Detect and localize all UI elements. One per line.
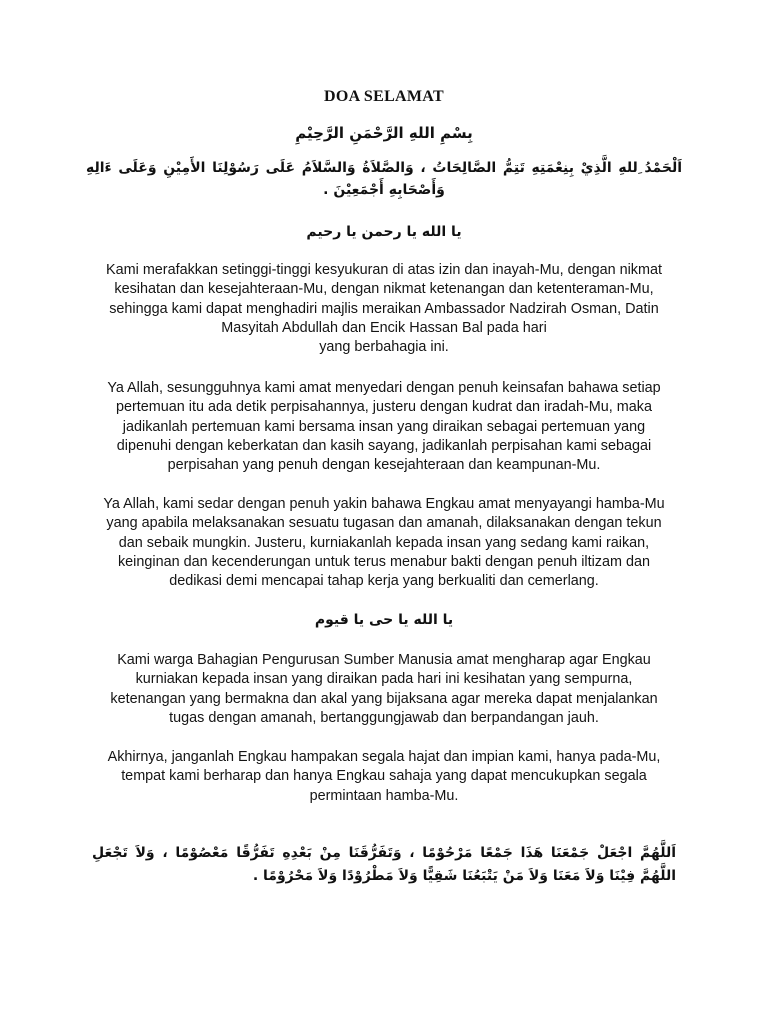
paragraph-1-line: Masyitah Abdullah dan Encik Hassan Bal pada hari	[221, 319, 547, 336]
document-title: DOA SELAMAT	[324, 88, 444, 105]
paragraph-4-line: kurniakan kepada insan yang diraikan pada hari ini kesihatan yang sempurna,	[135, 671, 633, 688]
paragraph-5-line: tempat kami berharap dan hanya Engkau sahaja yang dapat mencukupkan segala	[121, 768, 647, 785]
paragraph-4	[88, 651, 680, 728]
closing-prayer: اَللَّهُمَّ اجْعَلْ جَمْعَنَا هَذَا جَمْعًا مَرْحُوْمًا ، وَتَفَرُّقَنَا مِنْ بَعْدِهِ تَفَرُّقًا مَعْصُوْمًا ، وَلاَ تَجْعَلِ اللَّهُمَّ فِيْنَا وَلاَ مَعَنَا وَلاَ مَنْ يَتْبَعُنَا شَقِيًّا وَلاَ مَطْرُوْدًا وَلاَ مَحْرُوْمًا .	[92, 845, 676, 884]
paragraph-3-line: dedikasi demi mencapai tahap kerja yang berkualiti dan cemerlang.	[169, 573, 599, 590]
paragraph-3-line: keinginan dan kecenderungan untuk terus menabur bakti dengan penuh iltizam dan	[117, 553, 651, 570]
paragraph-1	[88, 261, 680, 357]
basmalah: بِسْمِ اللهِ الرَّحْمَنِ الرَّحِيْمِ	[295, 124, 473, 142]
paragraph-2-line: jadikanlah pertemuan kami bersama insan yang diraikan sebagai pertemuan yang	[122, 418, 646, 435]
paragraph-4-line: ketenangan yang bermakna dan akal yang bijaksana agar mereka dapat menjalankan	[110, 690, 658, 707]
paragraph-3	[88, 495, 680, 591]
paragraph-2	[88, 379, 680, 475]
paragraph-1-line: sehingga kami dapat menghadiri majlis meraikan Ambassador Nadzirah Osman, Datin	[109, 300, 659, 317]
paragraph-1-line: yang berbahagia ini.	[319, 339, 449, 356]
paragraph-3-line: Ya Allah, kami sedar dengan penuh yakin bahawa Engkau amat menyayangi hamba-Mu	[103, 496, 665, 512]
paragraph-2-line: perpisahan yang penuh dengan kesejahteraan dan keampunan-Mu.	[167, 457, 601, 474]
paragraph-3-line: yang apabila melaksanakan sesuatu tugasan dan amanah, dilaksanakan dengan tekun	[106, 515, 662, 532]
invocation-2: يا الله يا حى يا قيوم	[314, 612, 454, 628]
paragraph-5-line: Akhirnya, janganlah Engkau hampakan segala hajat dan impian kami, hanya pada-Mu,	[107, 749, 661, 765]
opening-prayer: اَلْحَمْدُ ِللهِ الَّذِيْ بِنِعْمَتِهِ تَتِمُّ الصَّالِحَاتُ ، وَالصَّلاَةُ وَالسَّلاَمُ عَلَى رَسُوْلِنَا الأَمِيْنِ وَعَلَى ءَالِهِ وَأَصْحَابِهِ أَجْمَعِيْنَ .	[86, 160, 682, 198]
invocation-1: يا الله يا رحمن يا رحيم	[306, 224, 462, 240]
paragraph-5-line: permintaan hamba-Mu.	[309, 787, 459, 804]
paragraph-4-line: Kami warga Bahagian Pengurusan Sumber Manusia amat mengharap agar Engkau	[117, 652, 651, 668]
paragraph-1-line: Kami merafakkan setinggi-tinggi kesyukuran di atas izin dan inayah-Mu, dengan nikmat	[106, 262, 662, 278]
paragraph-2-line: pertemuan itu ada detik perpisahannya, justeru dengan kudrat dan iradah-Mu, maka	[116, 399, 652, 416]
paragraph-2-line: Ya Allah, sesungguhnya kami amat menyedari dengan penuh keinsafan bahawa setiap	[107, 380, 661, 396]
paragraph-5	[88, 748, 680, 806]
paragraph-4-line: tugas dengan amanah, bertanggungjawab dan berpandangan jauh.	[169, 709, 599, 726]
paragraph-1-line: kesihatan dan kesejahteraan-Mu, dengan nikmat ketenangan dan ketenteraman-Mu,	[114, 281, 654, 298]
paragraph-2-line: dipenuhi dengan keberkatan dan kasih sayang, jadikanlah perpisahan kami sebagai	[116, 437, 652, 454]
paragraph-3-line: dan sebaik mungkin. Justeru, kurniakanlah kepada insan yang sedang kami raikan,	[118, 534, 650, 551]
